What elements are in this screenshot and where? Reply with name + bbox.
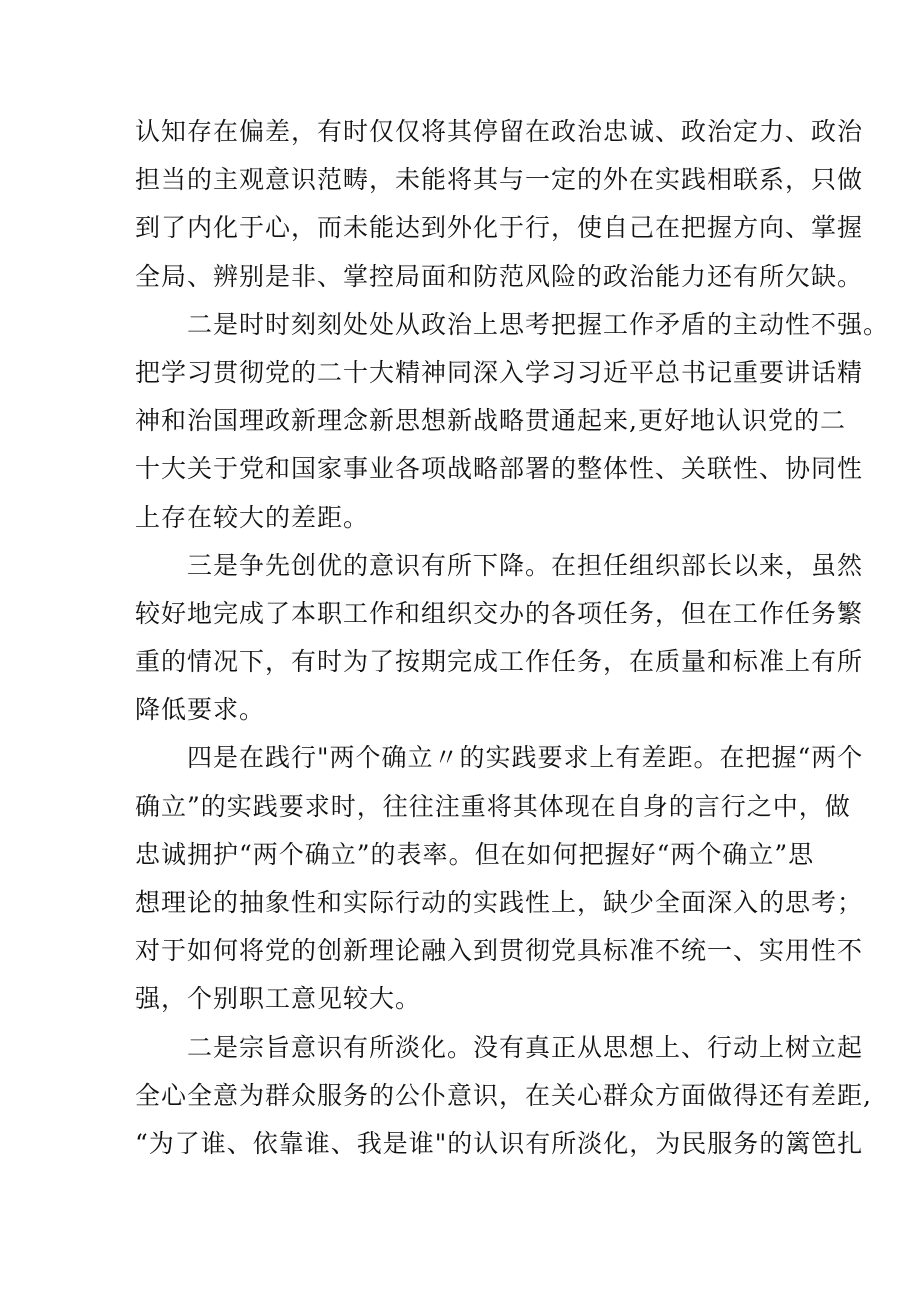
text-line: 确立”的实践要求时，往往注重将其体现在自身的言行之中，做 — [135, 791, 851, 821]
text-line: 全心全意为群众服务的公仆意识，在关心群众方面做得还有差距, — [135, 1080, 872, 1110]
paragraph-start-line: 二是时时刻刻处处从政治上思考把握工作矛盾的主动性不强。 — [187, 309, 890, 339]
text-line: “为了谁、依靠谁、我是谁"的认识有所淡化，为民服务的篱笆扎 — [135, 1128, 864, 1158]
text-line: 认知存在偏差，有时仅仅将其停留在政治忠诚、政治定力、政治 — [135, 117, 864, 146]
paragraph-start-line: 四是在践行"两个确立〃的实践要求上有差距。在把握“两个 — [187, 743, 864, 773]
text-line: 把学习贯彻党的二十大精神同深入学习习近平总书记重要讲话精 — [135, 357, 864, 387]
text-line: 强，个别职工意见较大。 — [135, 984, 422, 1014]
text-line: 降低要求。 — [135, 695, 266, 725]
text-line: 担当的主观意识范畴，未能将其与一定的外在实践相联系，只做 — [135, 165, 864, 195]
paragraph-start-line: 三是争先创优的意识有所下降。在担任组织部长以来，虽然 — [187, 550, 864, 580]
text-line: 想理论的抽象性和实际行动的实践性上，缺少全面深入的思考； — [135, 888, 864, 917]
text-line: 上存在较大的差距。 — [135, 502, 370, 532]
paragraph-start-line: 二是宗旨意识有所淡化。没有真正从思想上、行动上树立起 — [187, 1032, 864, 1062]
text-line: 忠诚拥护“两个确立”的表率。但在如何把握好“两个确立”思 — [135, 839, 815, 869]
text-line: 对于如何将党的创新理论融入到贯彻党具标准不统一、实用性不 — [135, 936, 864, 966]
text-line: 神和治国理政新理念新思想新战略贯通起来,更好地认识党的二 — [135, 406, 846, 436]
text-line: 到了内化于心，而未能达到外化于行，使自己在把握方向、掌握 — [135, 213, 864, 243]
text-line: 较好地完成了本职工作和组织交办的各项任务，但在工作任务繁 — [135, 598, 864, 628]
text-line: 全局、辨别是非、掌控局面和防范风险的政治能力还有所欠缺。 — [135, 261, 864, 291]
document-body — [135, 108, 890, 1168]
text-line: 十大关于党和国家事业各项战略部署的整体性、关联性、协同性 — [135, 454, 864, 484]
text-line: 重的情况下，有时为了按期完成工作任务，在质量和标准上有所 — [135, 647, 864, 677]
